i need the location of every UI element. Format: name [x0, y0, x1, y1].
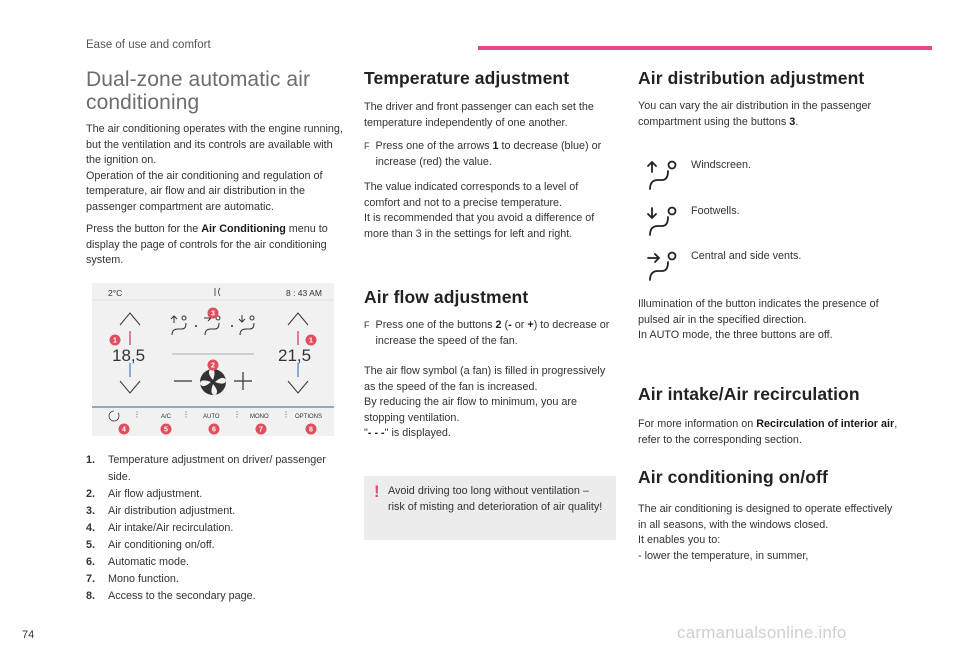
climate-control-screen-drawing: [92, 283, 334, 436]
air-distribution-section: [638, 99, 900, 130]
windscreen-icon: [646, 159, 686, 193]
vents-icon: [646, 250, 686, 284]
air-conditioning-list-item: - lower the temperature, in summer,: [638, 549, 809, 562]
svg-text:1: 1: [113, 337, 117, 345]
page-number: 74: [22, 629, 35, 641]
air-distribution-paragraph-1: You can vary the air distribution in the passenger compartment using the buttons 3.: [638, 100, 872, 128]
page-title: Dual-zone automatic air conditioning: [86, 68, 311, 114]
intro-paragraph-2: Operation of the air conditioning and regulation of temperature, air flow and air distribution in the passenger compartment are automatic.: [86, 169, 323, 213]
temperature-right: 21,5: [278, 346, 312, 365]
callout-6: [209, 424, 220, 435]
svg-text:5: 5: [164, 426, 168, 434]
climate-control-screen: [92, 283, 334, 436]
left-temp-up-arrow: [120, 313, 140, 325]
warning-text: Avoid driving too long without ventilation – risk of misting and deterioration of air quality!: [388, 485, 603, 513]
legend-item: 4. Air intake/Air recirculation.: [86, 522, 234, 534]
legend-item: 1. Temperature adjustment on driver/ passenger side.: [86, 454, 326, 483]
air-conditioning-section: [638, 502, 900, 564]
temperature-left: 18,5: [112, 346, 146, 365]
legend-item: 8. Access to the secondary page.: [86, 590, 256, 602]
air-conditioning-paragraph-1: The air conditioning is designed to operate effectively in all seasons, with the windows closed.: [638, 503, 893, 531]
air-conditioning-paragraph-2: It enables you to:: [638, 534, 721, 546]
air-flow-bullet: F Press one of the buttons 2 (- or +) to decrease or increase the speed of the fan.: [364, 318, 616, 349]
watermark: carmanualsonline.info: [677, 623, 847, 642]
legend-section: [86, 452, 348, 605]
mono-button: MONO: [250, 414, 269, 420]
temperature-paragraph-1: The driver and front passenger can each set the temperature independently of one another.: [364, 101, 594, 129]
callout-2: [208, 360, 219, 371]
intro-paragraph-3: Press the button for the Air Conditioning menu to display the page of controls for the air conditioning system.: [86, 223, 328, 266]
warning-box: [364, 476, 616, 540]
intro-paragraph-1: The air conditioning operates with the engine running, but the ventilation and its controls are available with the ignition on.: [86, 123, 343, 166]
vents-label: Central and side vents.: [691, 250, 802, 262]
right-temp-up-arrow: [288, 313, 308, 325]
temperature-section: [364, 100, 616, 242]
distribution-footwells-icon: [239, 315, 254, 335]
bullet-arrow-icon: F: [364, 320, 370, 330]
svg-text:4: 4: [122, 426, 126, 434]
air-intake-section: [638, 417, 900, 448]
status-icons: [215, 288, 220, 296]
footwells-label: Footwells.: [691, 205, 740, 217]
svg-text:6: 6: [212, 426, 216, 434]
warning-icon: !: [374, 482, 380, 501]
svg-text:2: 2: [211, 362, 215, 370]
heading-air-intake: Air intake/Air recirculation: [638, 384, 860, 404]
heading-air-conditioning-on-off: Air conditioning on/off: [638, 467, 828, 487]
temperature-bullet: F Press one of the arrows 1 to decrease (blue) or increase (red) the value.: [364, 139, 616, 170]
legend-list: [86, 452, 348, 605]
legend-item: 5. Air conditioning on/off.: [86, 539, 215, 551]
callout-1-right: [306, 335, 317, 346]
air-intake-paragraph: For more information on Recirculation of interior air, refer to the corresponding section.: [638, 418, 898, 446]
clock: 8 : 43 AM: [286, 288, 322, 298]
distribution-windscreen-icon: [171, 316, 186, 335]
air-distribution-paragraph-2: Illumination of the button indicates the presence of pulsed air in the specified direction.: [638, 298, 879, 326]
legend-item: 6. Automatic mode.: [86, 556, 190, 568]
bullet-arrow-icon: F: [364, 141, 370, 151]
outside-temperature: 2°C: [108, 288, 123, 298]
svg-text:8: 8: [309, 426, 313, 434]
callout-4: [119, 424, 130, 435]
intro-section: [86, 122, 348, 269]
heading-air-flow-adjustment: Air flow adjustment: [364, 287, 529, 307]
legend-item: 2. Air flow adjustment.: [86, 488, 203, 500]
svg-text:1: 1: [309, 337, 313, 345]
callout-1-left: [110, 335, 121, 346]
air-flow-paragraph-2: By reducing the air flow to minimum, you are stopping ventilation.: [364, 396, 578, 424]
callout-7: [256, 424, 267, 435]
air-distribution-notes: [638, 297, 900, 344]
auto-button: AUTO: [203, 414, 220, 420]
header-accent-bar: [478, 46, 932, 50]
right-temp-down-arrow: [288, 381, 308, 393]
air-distribution-paragraph-3: In AUTO mode, the three buttons are off.: [638, 329, 833, 341]
air-flow-paragraph-1: The air flow symbol (a fan) is filled in progressively as the speed of the fan is increased.: [364, 365, 606, 393]
recirculation-icon: [109, 411, 119, 421]
legend-item: 3. Air distribution adjustment.: [86, 505, 236, 517]
distribution-row-windscreen: [646, 159, 752, 193]
ac-button: A/C: [161, 414, 172, 420]
temperature-paragraph-3: It is recommended that you avoid a difference of more than 3 in the settings for left and right.: [364, 212, 595, 240]
svg-text:7: 7: [259, 426, 263, 434]
distribution-row-vents: [646, 250, 802, 284]
left-temp-down-arrow: [120, 381, 140, 393]
air-flow-paragraph-3: "- - -" is displayed.: [364, 427, 451, 439]
running-header: Ease of use and comfort: [86, 39, 211, 51]
temperature-paragraph-2: The value indicated corresponds to a level of comfort and not to a precise temperature.: [364, 181, 579, 209]
callout-5: [161, 424, 172, 435]
distribution-row-footwells: [646, 205, 740, 239]
options-button: OPTIONS: [295, 414, 323, 420]
heading-air-distribution-adjustment: Air distribution adjustment: [638, 68, 865, 88]
fan-icon: [200, 369, 226, 395]
legend-item: 7. Mono function.: [86, 573, 179, 585]
svg-text:3: 3: [211, 310, 215, 318]
callout-3: [208, 308, 219, 319]
windscreen-label: Windscreen.: [691, 159, 752, 171]
footwells-icon: [646, 205, 686, 239]
callout-8: [306, 424, 317, 435]
air-flow-section: [364, 318, 616, 442]
heading-temperature-adjustment: Temperature adjustment: [364, 68, 570, 88]
